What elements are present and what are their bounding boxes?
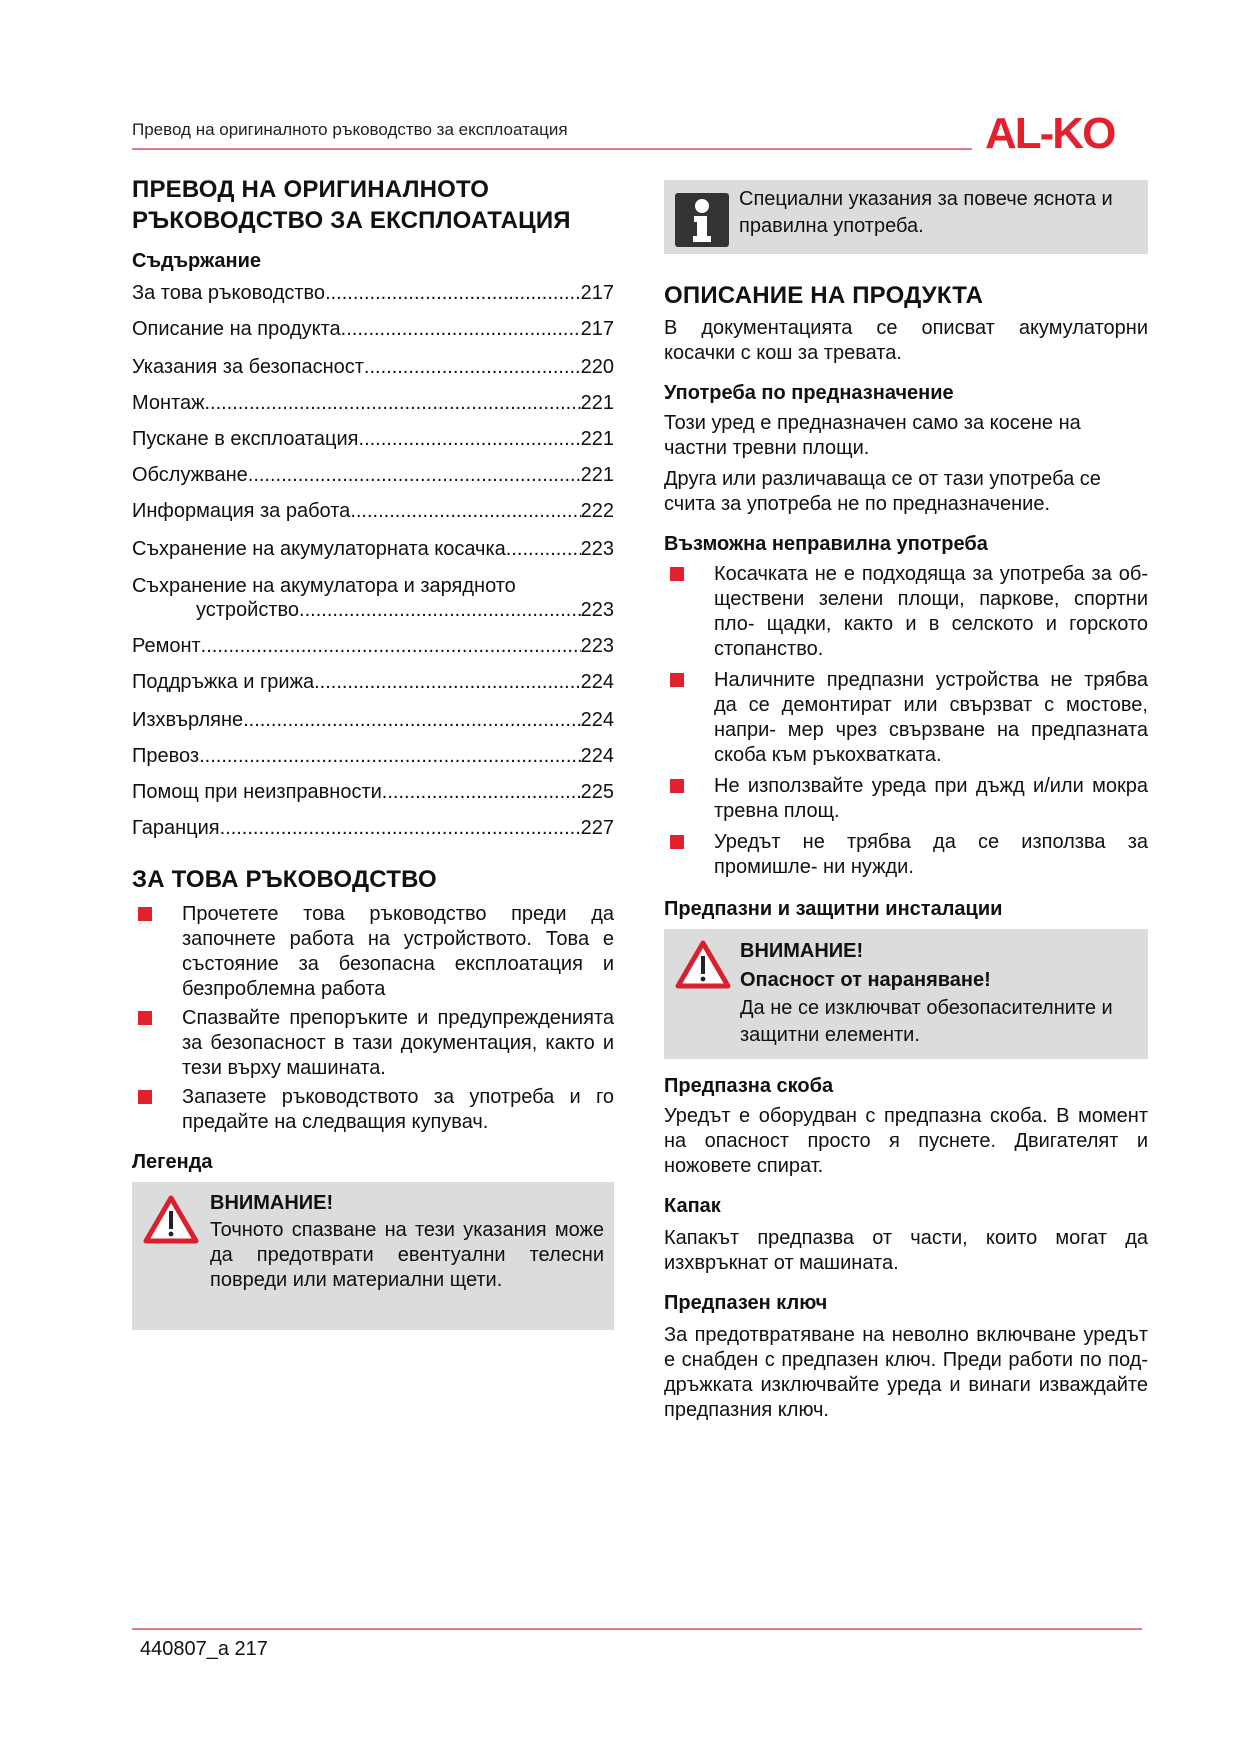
bracket-heading: Предпазна скоба [664,1075,834,1097]
info-icon [674,192,730,248]
legend-heading: Легенда [132,1151,213,1173]
info-box [664,180,1148,254]
list-item: Косачката не е подходяща за употреба за об- ществени зелени площи, паркове, спортни пло- щадки, както и в селското и горското стопанство. [664,562,1148,662]
page-title-line1: ПРЕВОД НА ОРИГИНАЛНОТО [132,176,490,203]
safety-key-heading: Предпазен ключ [664,1292,828,1314]
bullet-square-icon [670,835,684,849]
list-item: Не използвайте уреда при дъжд и/или мокра тревна площ. [664,774,1148,824]
info-box-text: Специални указания за повече яснота и правилна употреба. [739,188,1113,237]
alko-logo [985,108,1145,154]
cover-heading: Капак [664,1195,721,1217]
legend-warning-box [132,1182,614,1330]
toc-item[interactable]: Превоз ..... 224 [132,744,614,768]
toc-item[interactable]: Пускане в експлоатация ..... 221 [132,427,614,451]
intended-use-text-2: Друга или различаваща се от тази употреба се счита за употреба не по предназначение. [664,468,1101,515]
header-divider [132,148,972,150]
toc-item[interactable]: Монтаж ..... 221 [132,391,614,415]
list-item: Спазвайте препоръките и предупрежденията за безопасност в тази документация, както и тези върху машината. [132,1006,614,1081]
list-item: Наличните предпазни устройства не трябва да се демонтират или свързват с мостове, напри- мер чрез свързване на предпазната скоба към ръкохватката. [664,668,1148,768]
intended-use-heading: Употреба по предназначение [664,382,954,404]
toc-item[interactable]: Информация за работа ..... 222 [132,499,614,523]
list-item: Уредът не трябва да се използва за промишле- ни нужди. [664,830,1148,880]
toc-heading: Съдържание [132,250,262,272]
svg-text:AL-KO: AL-KO [985,109,1115,154]
safety-warning-box [664,929,1148,1059]
toc-item[interactable]: За това ръководство ..... 217 [132,281,614,305]
cover-text: Капакът предпазва от части, които могат да изхвръкнат от машината. [664,1227,1148,1274]
toc-item[interactable]: Обслужване ..... 221 [132,463,614,487]
warning-title: ВНИМАНИЕ! [210,1192,334,1214]
misuse-heading: Възможна неправилна употреба [664,533,988,555]
list-item: Прочетете това ръководство преди да започнете работа на устройството. Това е състояние за безопасна експлоатация и безпроблемна работа [132,902,614,1002]
warning-text: Точното спазване на тези указания може да предотврати евентуални телесни повреди или материални щети. [210,1219,604,1291]
warning-triangle-icon [142,1194,200,1246]
footer-doc-code: 440807_a 217 [140,1638,268,1660]
safety-key-text: За предотвратяване на неволно включване уредът е снабден с предпазен ключ. Преди работи по под- дръжката изключвайте уреда и винаги изваждайте предпазния ключ. [664,1324,1148,1421]
intended-use-text-1: Този уред е предназначен само за косене на частни тревни площи. [664,412,1081,459]
footer-divider [132,1628,1142,1630]
bullet-square-icon [138,1011,152,1025]
toc-item[interactable]: Описание на продукта ..... 217 [132,317,614,341]
about-list [132,902,614,1135]
toc-item[interactable]: Съхранение на акумулаторната косачка ..... 223 [132,537,614,561]
warning-title: ВНИМАНИЕ! [740,940,864,962]
toc-item[interactable]: Изхвърляне ..... 224 [132,708,614,732]
toc-item[interactable]: Ремонт ..... 223 [132,634,614,658]
toc-item[interactable]: Указания за безопасност ..... 220 [132,355,614,379]
bullet-square-icon [670,567,684,581]
table-of-contents [132,281,614,840]
about-heading: ЗА ТОВА РЪКОВОДСТВО [132,866,437,893]
bullet-square-icon [670,779,684,793]
bracket-text: Уредът е оборудван с предпазна скоба. В момент на опасност просто я пуснете. Двигателят и ножовете спират. [664,1105,1148,1177]
left-column [132,174,614,1330]
bullet-square-icon [138,1090,152,1104]
bullet-square-icon [670,673,684,687]
list-item: Запазете ръководството за употреба и го предайте на следващия купувач. [132,1085,614,1135]
toc-item[interactable]: Съхранение на акумулатора и зарядното устройство ..... 223 [132,574,614,622]
right-column [664,180,1148,1423]
safety-devices-heading: Предпазни и защитни инсталации [664,898,1003,920]
product-text: В документацията се описват акумулаторни косачки с кош за тревата. [664,317,1148,364]
toc-item[interactable]: Поддръжка и грижа ..... 224 [132,670,614,694]
page-header-title: Превод на оригиналното ръководство за експлоатация [132,120,568,139]
toc-item[interactable]: Гаранция ..... 227 [132,816,614,840]
product-heading: ОПИСАНИЕ НА ПРОДУКТА [664,282,984,309]
warning-text: Да не се изключват обезопасителните и защитни елементи. [740,997,1113,1046]
toc-item[interactable]: Помощ при неизправности ..... 225 [132,780,614,804]
bullet-square-icon [138,907,152,921]
misuse-list [664,562,1148,880]
warning-subtitle: Опасност от нараняване! [740,969,991,991]
warning-triangle-icon [674,939,732,991]
page-title-line2: РЪКОВОДСТВО ЗА ЕКСПЛОАТАЦИЯ [132,207,571,234]
page-title [132,174,614,236]
